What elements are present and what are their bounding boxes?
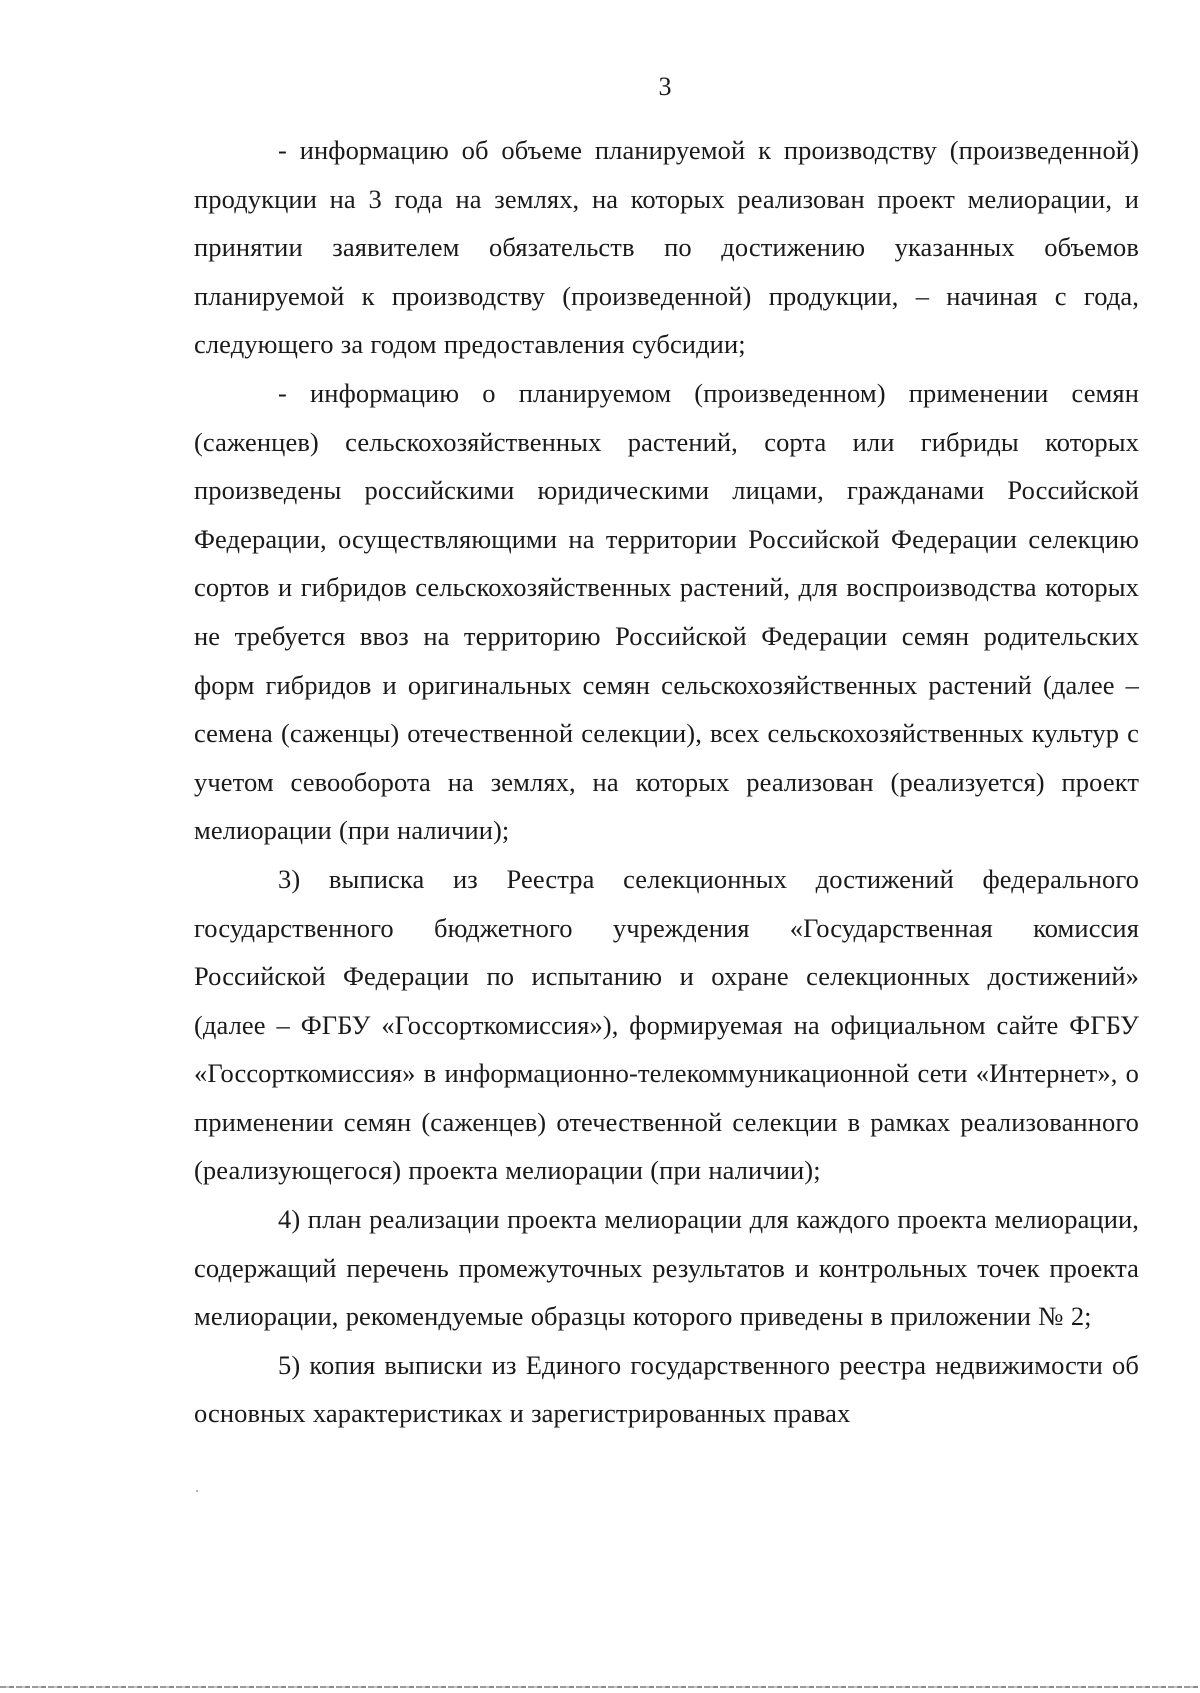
page-number: 3 (658, 72, 672, 101)
scan-artifact-dot (196, 1490, 198, 1492)
paragraph-implementation-plan: 4) план реализации проекта мелиорации для каждого проекта мелиорации, содержащий перечень промежуточных результатов и контрольных точек проекта мелиорации, рекомендуемые образцы которого приведены в приложении № 2; (194, 1204, 1139, 1332)
paragraph-real-estate-extract: 5) копия выписки из Единого государственного реестра недвижимости об основных характеристиках и зарегистрированных правах (194, 1349, 1139, 1429)
paragraph-registry-extract: 3) выписка из Реестра селекционных достижений федерального государственного бюджетного учреждения «Государственная комиссия Российской Федерации по испытанию и охране селекционных достижений» (далее – ФГБУ «Госсорткомиссия»), формируемая на официальном сайте ФГБУ «Госсорткомиссия» в информационно-телекоммуникационной сети «Интернет», о применении семян (саженцев) отечественной селекции в рамках реализованного (реализующегося) проекта мелиорации (при наличии); (194, 863, 1139, 1186)
paragraph-production-volume: - информацию об объеме планируемой к производству (произведенной) продукции на 3 года на землях, на которых реализован проект мелиорации, и принятии заявителем обязательств по достижению указанных объемов планируемой к производству (произведенной) продукции, – начиная с года, следующего за годом предоставления субсидии; (194, 135, 1139, 360)
scan-artifact-bottom-edge (0, 1686, 1200, 1688)
document-body (194, 126, 1139, 1438)
paragraph-seed-usage: - информацию о планируемом (произведенном) применении семян (саженцев) сельскохозяйственных растений, сорта или гибриды которых произведены российскими юридическими лицами, гражданами Российской Федерации, осуществляющими на территории Российской Федерации селекцию сортов и гибридов сельскохозяйственных растений, для воспроизводства которых не требуется ввоз на территорию Российской Федерации семян родительских форм гибридов и оригинальных семян сельскохозяйственных растений (далее – семена (саженцы) отечественной селекции), всех сельскохозяйственных культур с учетом севооборота на землях, на которых реализован (реализуется) проект мелиорации (при наличии); (194, 377, 1139, 846)
